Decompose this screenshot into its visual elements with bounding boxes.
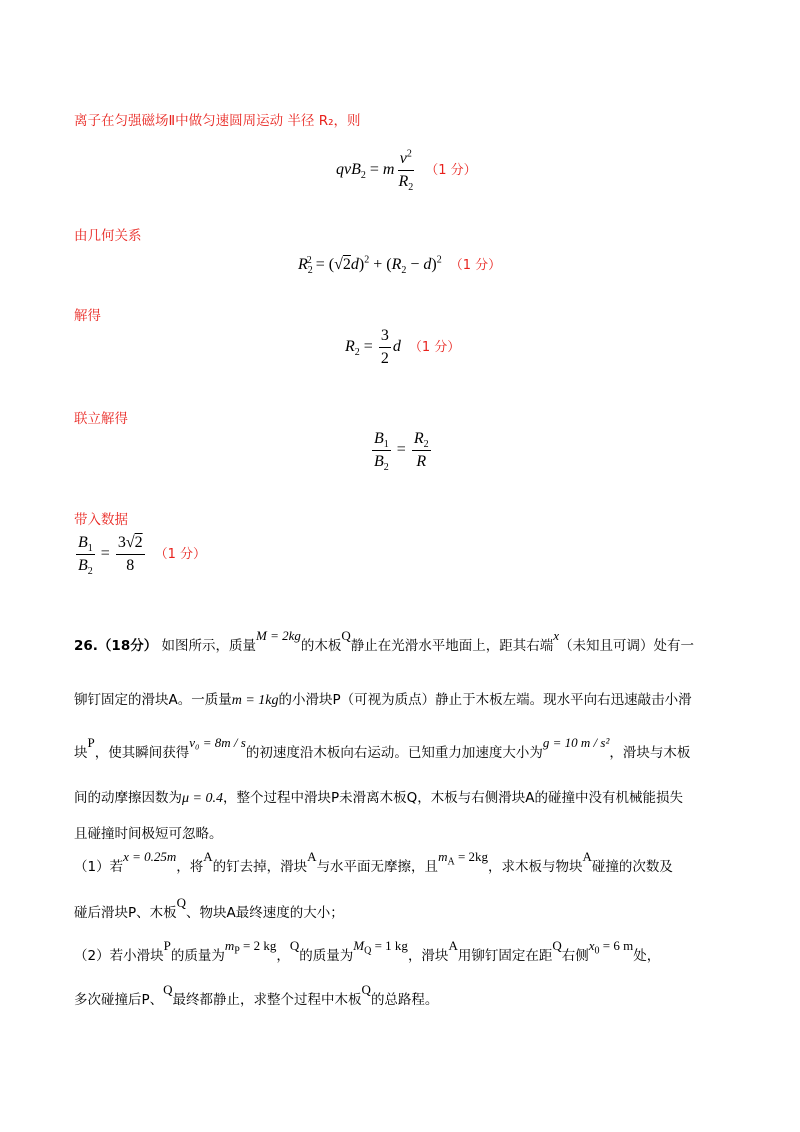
- math-v0: v₀ = 8m / s: [189, 735, 246, 750]
- text: 的木板: [300, 638, 342, 654]
- text: 处，: [633, 948, 661, 964]
- text: 碰撞的次数及: [591, 859, 673, 875]
- text: 的钉去掉，滑块: [212, 859, 308, 875]
- points-label: （1 分）: [449, 258, 502, 273]
- solution-line-1: 离子在匀强磁场Ⅱ中做匀速圆周运动 半径 R₂，则: [74, 113, 361, 129]
- math-mA: $m_A = 2kg$: [438, 849, 489, 868]
- text: 间的动摩擦因数为: [74, 790, 182, 806]
- text: 的初速度沿木板向右运动。已知重力加速度大小为: [245, 745, 543, 761]
- text: 多次碰撞后P、: [74, 992, 164, 1008]
- text: （1）若: [74, 859, 124, 875]
- math-Q: Q: [341, 628, 351, 643]
- equation-4: $\frac{B_1}{B_2}$ = $\frac{R_2}{R}$: [374, 430, 429, 473]
- points-label: （1 分）: [408, 339, 461, 355]
- text: ，: [276, 948, 290, 964]
- text: ，整个过程中滑块P未滑离木板Q，木板与右侧滑块A的碰撞中没有机械能损失: [222, 790, 683, 806]
- problem-score: （18分）: [97, 638, 158, 654]
- text: 的质量为: [170, 948, 225, 964]
- question-1-line-2: [74, 895, 344, 921]
- math-P: P: [87, 735, 95, 750]
- text: 碰后滑块P、木板: [74, 905, 177, 921]
- solution-line-4: 联立解得: [74, 411, 128, 427]
- equation-2: $R_2^2 = (√2d)^2 + (R_2 - d)^2$ （1 分）: [298, 254, 502, 277]
- problem-line-2: [74, 688, 692, 709]
- solution-line-3: 解得: [74, 308, 101, 324]
- problem-number: 26.: [74, 638, 98, 654]
- math-Q: Q: [361, 982, 371, 997]
- text: 如图所示，质量: [161, 638, 257, 654]
- points-label: （1 分）: [154, 546, 206, 562]
- math-A: A: [448, 938, 458, 953]
- text: 的总路程。: [370, 992, 439, 1008]
- text: 的小滑块P（可视为质点）静止于木板左端。现水平向右迅速敲击小滑: [278, 692, 692, 708]
- text: 最终都静止，求整个过程中木板: [172, 992, 362, 1008]
- text: 的质量为: [299, 948, 354, 964]
- text: ，滑块: [407, 948, 449, 964]
- question-1-line-1: [74, 849, 673, 875]
- text: （2）若小滑块: [74, 948, 164, 964]
- text: （未知且可调）处有一: [559, 638, 695, 654]
- solution-line-2: 由几何关系: [74, 228, 142, 244]
- math-A: A: [203, 849, 213, 864]
- math-x: x: [553, 628, 560, 643]
- problem-line-4: [74, 786, 683, 807]
- text: 与水平面无摩擦，且: [316, 859, 439, 875]
- text: ，求木板与物块: [488, 859, 583, 875]
- question-2-line-1: [74, 938, 661, 964]
- text: 用铆钉固定在距: [457, 948, 553, 964]
- text: ，使其瞬间获得: [94, 745, 190, 761]
- math-x0: $x_0 = 6$ m: [588, 938, 634, 957]
- math-Q: Q: [163, 982, 173, 997]
- points-label: （1 分）: [425, 162, 477, 178]
- math-A: A: [307, 849, 317, 864]
- text: 铆钉固定的滑块A。一质量: [74, 692, 232, 708]
- math-P: P: [163, 938, 171, 953]
- text: ，滑块与木板: [609, 745, 691, 761]
- math-Q: Q: [552, 938, 562, 953]
- problem-line-1: [74, 628, 695, 654]
- equation-3: $R_2$ = $\frac{3}{2}$ d （1 分）: [345, 327, 461, 367]
- math-m: m = 1kg: [231, 693, 279, 708]
- math-mP: $m_P = 2$ kg: [224, 938, 277, 957]
- text: 右侧: [561, 948, 589, 964]
- text: 、物块A最终速度的大小；: [186, 905, 344, 921]
- math-x: x = 0.25m: [123, 849, 177, 864]
- text: 块: [74, 745, 88, 761]
- math-mu: μ = 0.4: [182, 791, 223, 806]
- question-2-line-2: [74, 982, 439, 1008]
- math-Q: Q: [176, 895, 187, 910]
- text: 静止在光滑水平地面上，距其右端: [350, 638, 554, 654]
- math-M: M = 2kg: [256, 628, 301, 643]
- solution-line-5: 带入数据: [74, 512, 128, 528]
- math-g: g = 10 m / s²: [542, 735, 610, 750]
- problem-line-3: [74, 735, 691, 761]
- math-A: A: [582, 849, 592, 864]
- math-MQ: $M_Q = 1$ kg: [353, 938, 408, 957]
- equation-5: $\frac{B_1}{B_2}$ = $\frac{3√2}{8}$ （1 分）: [78, 534, 206, 577]
- equation-1: qvB$_2$ = m $\frac{v^2}{R_2}$ （1 分）: [336, 148, 477, 193]
- problem-line-5: 且碰撞时间极短可忽略。: [74, 826, 223, 842]
- math-Q: Q: [289, 938, 300, 953]
- text: ，将: [176, 859, 204, 875]
